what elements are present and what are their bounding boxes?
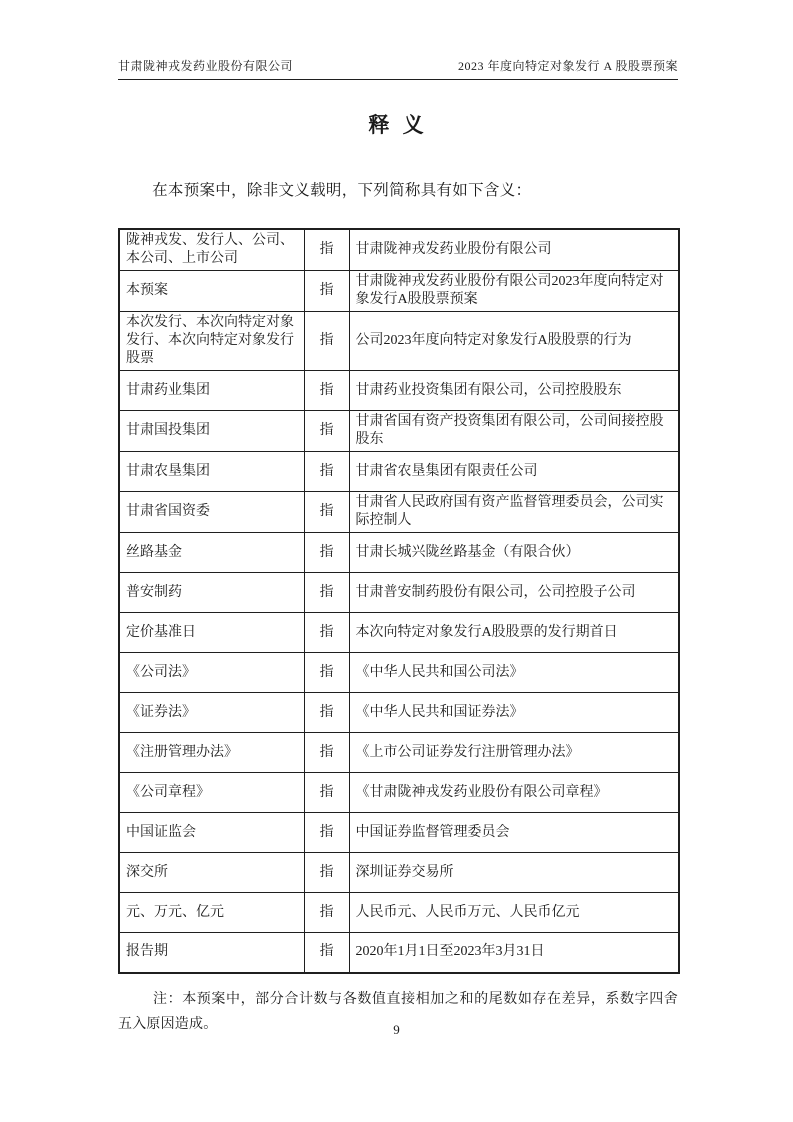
table-row	[119, 492, 679, 533]
connector-cell: 指	[304, 693, 349, 733]
definition-cell: 甘肃陇神戎发药业股份有限公司2023年度向特定对象发行A股股票预案	[349, 271, 679, 312]
table-row	[119, 733, 679, 773]
definition-cell: 甘肃药业投资集团有限公司，公司控股股东	[349, 371, 679, 411]
page-header-row	[118, 57, 678, 80]
term-cell: 定价基准日	[119, 613, 304, 653]
term-cell: 普安制药	[119, 573, 304, 613]
connector-cell: 指	[304, 312, 349, 371]
table-row	[119, 411, 679, 452]
connector-cell: 指	[304, 893, 349, 933]
term-cell: 本次发行、本次向特定对象发行、本次向特定对象发行股票	[119, 312, 304, 371]
table-row	[119, 813, 679, 853]
term-cell: 《公司章程》	[119, 773, 304, 813]
intro-text: 在本预案中，除非文义载明，下列简称具有如下含义：	[152, 182, 532, 199]
term-cell: 甘肃国投集团	[119, 411, 304, 452]
page-header	[118, 0, 678, 80]
term-cell: 本预案	[119, 271, 304, 312]
term-cell: 甘肃药业集团	[119, 371, 304, 411]
connector-cell: 指	[304, 813, 349, 853]
table-row	[119, 653, 679, 693]
term-cell: 报告期	[119, 933, 304, 973]
table-row	[119, 271, 679, 312]
table-row	[119, 533, 679, 573]
connector-cell: 指	[304, 229, 349, 271]
definition-cell: 甘肃陇神戎发药业股份有限公司	[349, 229, 679, 271]
table-row	[119, 371, 679, 411]
connector-cell: 指	[304, 371, 349, 411]
table-row	[119, 893, 679, 933]
connector-cell: 指	[304, 533, 349, 573]
term-cell: 丝路基金	[119, 533, 304, 573]
definitions-table-body	[119, 229, 679, 973]
table-row	[119, 312, 679, 371]
definition-cell: 甘肃省国有资产投资集团有限公司，公司间接控股股东	[349, 411, 679, 452]
term-cell: 《公司法》	[119, 653, 304, 693]
connector-cell: 指	[304, 452, 349, 492]
connector-cell: 指	[304, 733, 349, 773]
term-cell: 《证券法》	[119, 693, 304, 733]
connector-cell: 指	[304, 933, 349, 973]
table-row	[119, 229, 679, 271]
table-row	[119, 452, 679, 492]
connector-cell: 指	[304, 773, 349, 813]
header-document-name: 2023 年度向特定对象发行 A 股股票预案	[457, 59, 678, 73]
definition-cell: 公司2023年度向特定对象发行A股股票的行为	[349, 312, 679, 371]
definition-cell: 《甘肃陇神戎发药业股份有限公司章程》	[349, 773, 679, 813]
note-text: 注：本预案中，部分合计数与各数值直接相加之和的尾数如存在差异，系数字四舍五入原因造成。	[118, 991, 678, 1032]
term-cell: 甘肃省国资委	[119, 492, 304, 533]
connector-cell: 指	[304, 573, 349, 613]
connector-cell: 指	[304, 492, 349, 533]
connector-cell: 指	[304, 853, 349, 893]
connector-cell: 指	[304, 271, 349, 312]
table-row	[119, 693, 679, 733]
definition-cell: 中国证券监督管理委员会	[349, 813, 679, 853]
connector-cell: 指	[304, 411, 349, 452]
definition-cell: 人民币元、人民币万元、人民币亿元	[349, 893, 679, 933]
connector-cell: 指	[304, 613, 349, 653]
table-row	[119, 573, 679, 613]
table-row	[119, 933, 679, 973]
definitions-table	[118, 228, 680, 974]
term-cell: 甘肃农垦集团	[119, 452, 304, 492]
term-cell: 元、万元、亿元	[119, 893, 304, 933]
term-cell: 中国证监会	[119, 813, 304, 853]
table-row	[119, 853, 679, 893]
connector-cell: 指	[304, 653, 349, 693]
definition-cell: 甘肃省人民政府国有资产监督管理委员会，公司实际控制人	[349, 492, 679, 533]
definition-cell: 深圳证券交易所	[349, 853, 679, 893]
term-cell: 《注册管理办法》	[119, 733, 304, 773]
term-cell: 深交所	[119, 853, 304, 893]
definition-cell: 甘肃省农垦集团有限责任公司	[349, 452, 679, 492]
table-row	[119, 773, 679, 813]
term-cell: 陇神戎发、发行人、公司、本公司、上市公司	[119, 229, 304, 271]
definition-cell: 本次向特定对象发行A股股票的发行期首日	[349, 613, 679, 653]
definition-cell: 甘肃长城兴陇丝路基金（有限合伙）	[349, 533, 679, 573]
definition-cell: 《中华人民共和国证券法》	[349, 693, 679, 733]
header-company-name: 甘肃陇神戎发药业股份有限公司	[118, 59, 294, 73]
definition-cell: 2020年1月1日至2023年3月31日	[349, 933, 679, 973]
table-row	[119, 613, 679, 653]
page-number: 9	[393, 1022, 400, 1037]
definition-cell: 《上市公司证券发行注册管理办法》	[349, 733, 679, 773]
definition-cell: 甘肃普安制药股份有限公司，公司控股子公司	[349, 573, 679, 613]
page-title: 释 义	[368, 113, 428, 137]
definition-cell: 《中华人民共和国公司法》	[349, 653, 679, 693]
